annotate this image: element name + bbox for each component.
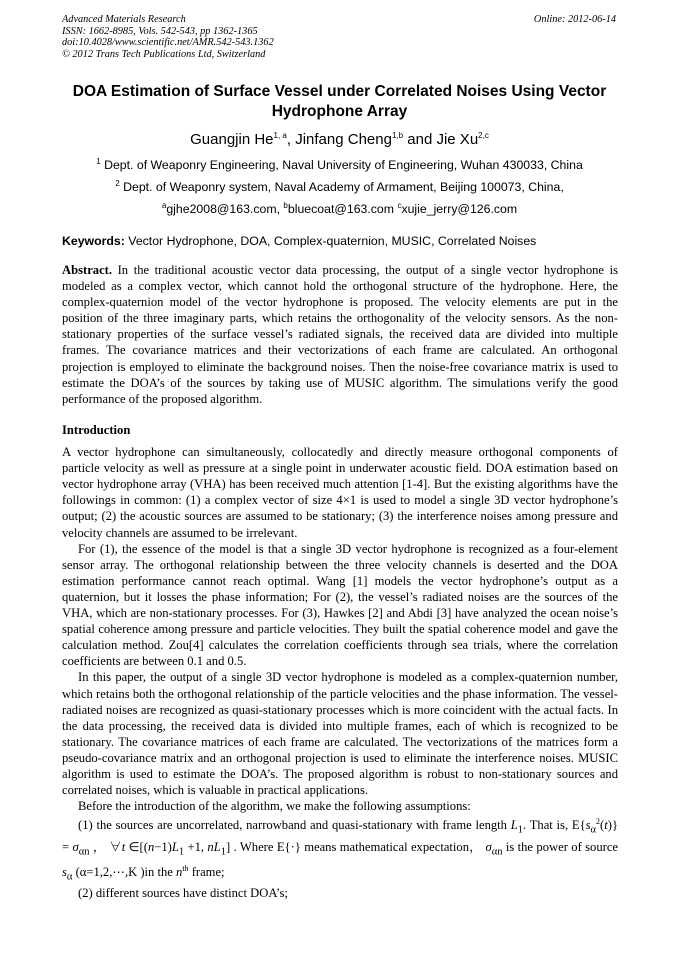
assumption-1: (1) the sources are uncorrelated, narrowband and quasi-stationary with frame length $L_1$. That is, $E\{s_\alpha^2(t)\} = \sigma_{\alpha n}$ ， ∀t $\in[(n-1)L_1 +1$, $nL_1$] . Where E{·} means mathematical expectation， $\sigma_{\alpha n}$ is the power of source $s_\alpha$ (α=1,2,⋯,K )in the $n^{th}$ frame; <box>62 817 619 883</box>
paper-title: DOA Estimation of Surface Vessel under Correlated Noises Using Vector Hydrophone Array <box>72 83 607 120</box>
abstract: Abstract. In the traditional acoustic vector data processing, the output of a single vector hydrophone is modeled as a complex vector, which cannot hold the orthogonal structure of the hydrophone. Here, the complex-quaternion model of the vector hydrophone is proposed. The velocity elements are put in the position of the three imaginary parts, which retains the orthogonality of the velocity sensors. As the non-stationary properties of the surface vessel’s radiated signals, the received data are divided into multiple frames. The covariance matrices and their vectorizations of each frame are calculated. An orthogonal projection is employed to eliminate the background noises. Then the noise-free covariance matrix is used to estimate the DOA’s of the sources by taking use of MUSIC algorithm. The simulations verify the good performance of the proposed algorithm. <box>62 263 618 406</box>
paragraph: A vector hydrophone can simultaneously, collocatedly and directly measure orthogonal components of particle velocity as well as pressure at a single point in underwater acoustic field. DOA estimation based on vector hydrophone array (VHA) has been received much attention [1-4]. But the existing algorithms have the followings in common: (1) a complex vector of size 4×1 is used to model a single 3D vector hydrophone’s output; (2) the acoustic sources are assumed to be stationary; (3) the interference noises among pressure and velocity channels are assumed to be irrelevant. <box>62 445 618 540</box>
copyright: © 2012 Trans Tech Publications Ltd, Switzerland <box>62 48 266 60</box>
doi: doi:10.4028/www.scientific.net/AMR.542-543.1362 <box>62 37 274 48</box>
keywords: Keywords: Vector Hydrophone, DOA, Complex-quaternion, MUSIC, Correlated Noises <box>62 234 537 248</box>
affiliation-1: $^1$ Dept. of Weaponry Engineering, Naval University of Engineering, Wuhan 430033, China <box>96 157 583 173</box>
paragraph: In this paper, the output of a single 3D vector hydrophone is modeled as a complex-quaternion number, which retains both the orthogonal relationship of the particle velocities and the phase information. The vessel-radiated noises are recognized as quasi-stationary processes which is more coincident with the actual facts. In the data processing, the received data is divided into multiple frames, each of which is recognized to be stationary. The covariance matrices of each frame are calculated. The vectorizations of the matrices form a pseudo-covariance matrix and an orthogonal projection is used to eliminate the interference noises. MUSIC algorithm is used to estimate the DOA’s. The proposed algorithm is robust to non-stationary sources and correlated noises, which is valuable in practical applications. <box>62 670 618 798</box>
online-date: Online: 2012-06-14 <box>533 14 616 25</box>
paragraph: For (1), the essence of the model is that a single 3D vector hydrophone is recognized as a four-element sensor array. The orthogonal relationship between the three velocity channels is deserted and the DOA estimation performance cannot reach optimal. Wang [1] models the vector hydrophone’s output as a quaternion, but it losses the phase information; For (2), the vessel’s radiated noises are the sources of the VHA, which are non-stationary processes. For (3), Hawkes [2] and Abdi [3] have analyzed the ocean noise’s spatial coherence among pressure and particle velocities. They built the spatial coherence model and gave the calculation method. Zou[4] calculates the correlation coefficients through sea trials, where the correlation coefficients are between 0.1 and 0.5. <box>62 541 618 669</box>
section-heading: Introduction <box>62 423 131 437</box>
affiliation-2: $^2$ Dept. of Weaponry system, Naval Academy of Armament, Beijing 100073, China, <box>115 179 564 195</box>
paragraph: Before the introduction of the algorithm, we make the following assumptions: <box>78 799 471 814</box>
emails: $^a$gjhe2008@163.com, $^b$bluecoat@163.com $^c$xujie_jerry@126.com <box>161 201 518 217</box>
authors: Guangjin He$^{1, a}$, Jinfang Cheng$^{1,b}$ and Jie Xu$^{2,c}$ <box>190 131 489 148</box>
introduction <box>62 422 618 902</box>
assumption-2: (2) different sources have distinct DOA’s; <box>78 886 288 901</box>
issn: ISSN: 1662-8985, Vols. 542-543, pp 1362-1365 <box>62 25 258 37</box>
journal-header <box>62 14 274 60</box>
journal-name: Advanced Materials Research <box>62 14 186 25</box>
